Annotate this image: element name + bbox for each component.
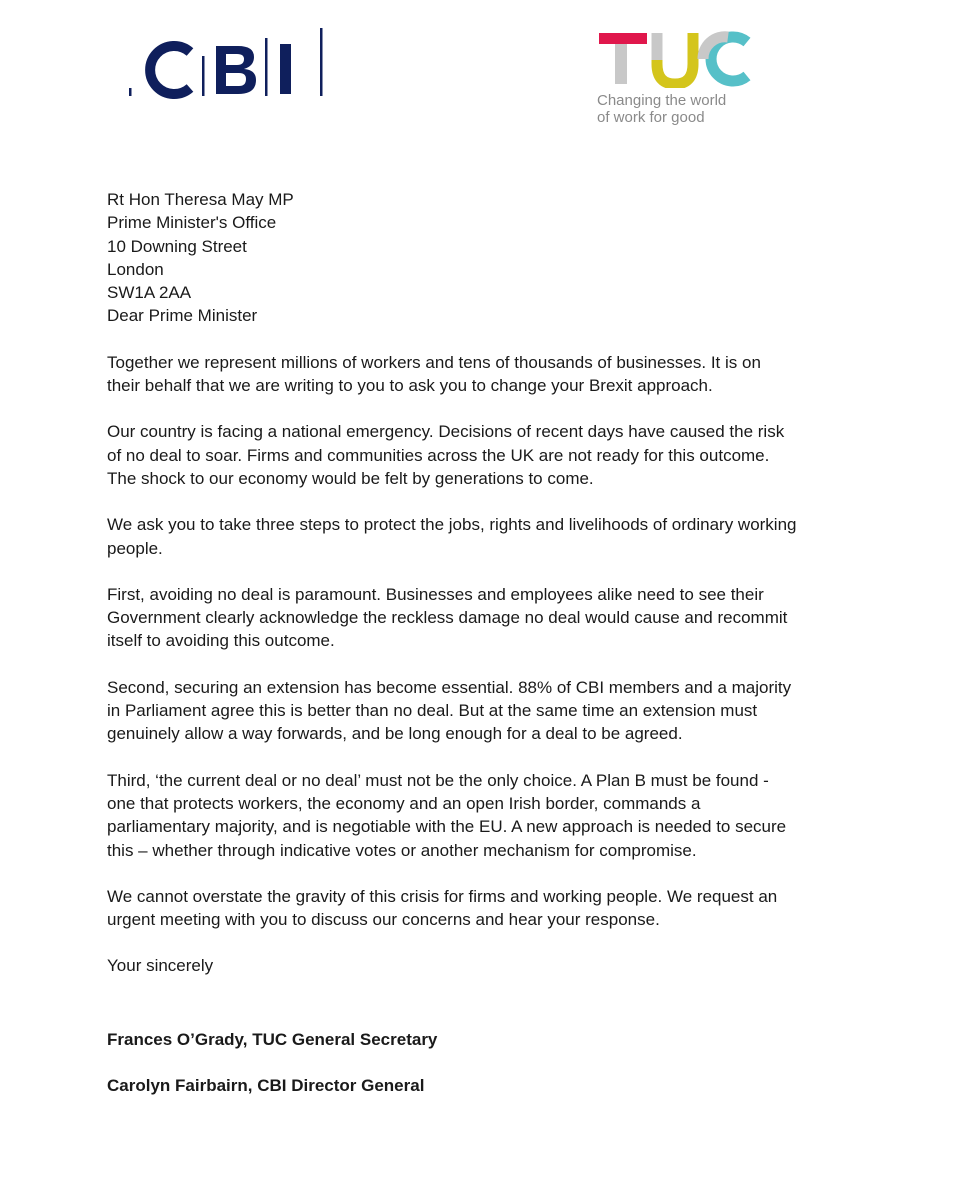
tuc-logo — [597, 30, 757, 130]
paragraph: Third, ‘the current deal or no deal’ must not be the only choice. A Plan B must be found - one that protects workers, the economy and an open Irish border, commands a parliamentary majority, and is negotiable with the EU. A new approach is needed to secure this – whether through indicative votes or another mechanism for compromise. — [107, 770, 787, 860]
address-line: Prime Minister's Office — [107, 213, 277, 233]
tuc-tagline — [597, 92, 726, 126]
tuc-logo-mark — [597, 30, 757, 88]
address-line: Rt Hon Theresa May MP — [107, 190, 294, 209]
tuc-tagline-line: Changing the world — [597, 92, 727, 109]
address-line: SW1A 2AA — [107, 283, 192, 303]
signatory: Frances O’Grady, TUC General Secretary — [107, 1029, 438, 1049]
address-line: London — [107, 259, 164, 279]
cbi-logo — [128, 28, 328, 100]
tuc-tagline-line: of work for good — [597, 109, 705, 126]
cbi-logo-mark — [128, 28, 328, 100]
paragraph: We ask you to take three steps to protect the jobs, rights and livelihoods of ordinary working people. — [107, 515, 797, 558]
paragraph: First, avoiding no deal is paramount. Businesses and employees alike need to see their Government clearly acknowledge the reckless damage no deal would cause and recommit itself to avoiding this outcome. — [107, 584, 788, 651]
signatory: Carolyn Fairbairn, CBI Director General — [107, 1076, 425, 1096]
salutation: Dear Prime Minister — [107, 306, 258, 326]
closing: Your sincerely — [107, 956, 214, 976]
address-line: 10 Downing Street — [107, 236, 247, 256]
paragraph: Our country is facing a national emergency. Decisions of recent days have caused the risk of no deal to soar. Firms and communities across the UK are not ready for this outcome. The shock to our economy would be felt by generations to come. — [107, 422, 785, 488]
recipient-address — [107, 188, 797, 304]
paragraph: We cannot overstate the gravity of this crisis for firms and working people. We request an urgent meeting with you to discuss our concerns and hear your response. — [107, 886, 778, 930]
paragraph: Together we represent millions of workers and tens of thousands of businesses. It is on their behalf that we are writing to you to ask you to change your Brexit approach. — [107, 352, 761, 396]
paragraph: Second, securing an extension has become essential. 88% of CBI members and a majority in Parliament agree this is better than no deal. But at the same time an extension must genuinely allow a way forwards, and be long enough for a deal to be agreed. — [107, 677, 792, 744]
letter-body — [107, 188, 797, 1097]
